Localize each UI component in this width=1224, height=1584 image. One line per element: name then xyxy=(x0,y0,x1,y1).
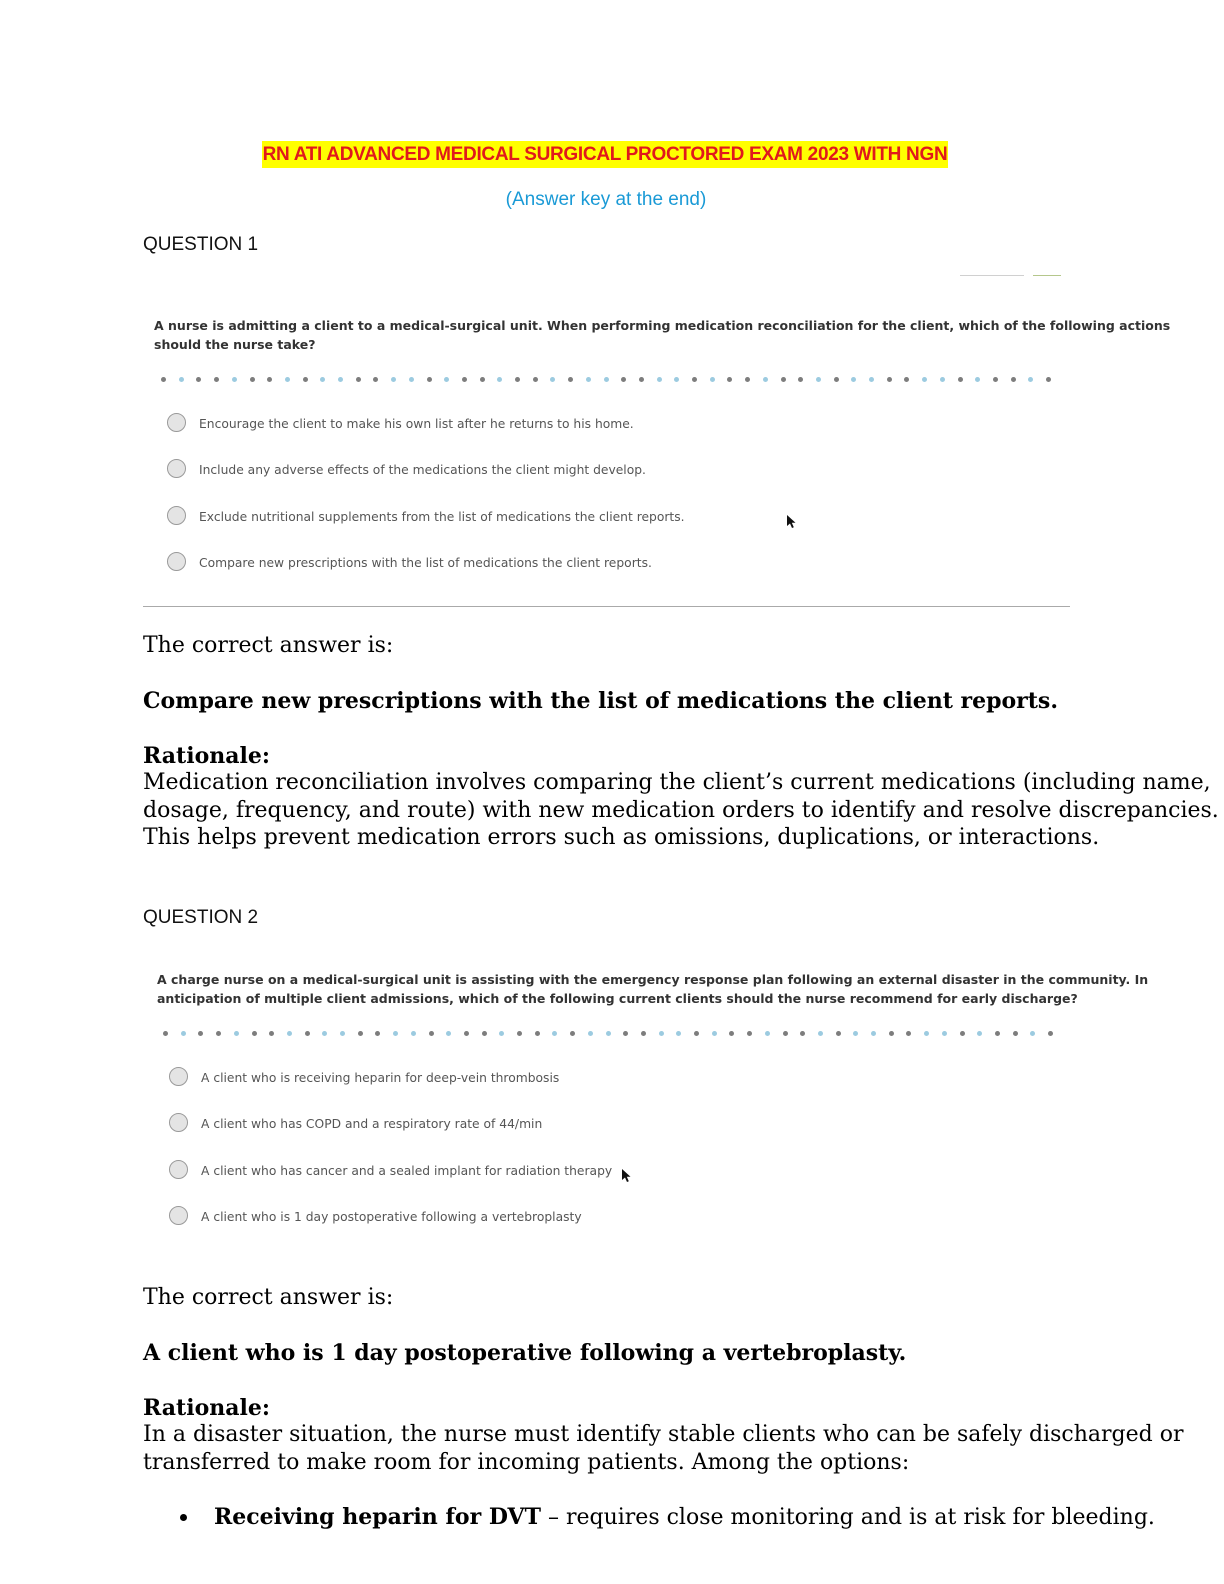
question-2-stem xyxy=(157,970,1148,1008)
question-1-dot-separator xyxy=(161,377,1051,383)
question-2-label: QUESTION 2 xyxy=(143,907,259,928)
separator-dot xyxy=(977,1031,982,1036)
separator-dot xyxy=(1030,1031,1035,1036)
separator-dot xyxy=(641,1031,646,1036)
option-label: Encourage the client to make his own list after he returns to his home. xyxy=(199,417,634,431)
separator-dot xyxy=(904,377,909,382)
separator-dot xyxy=(305,1031,310,1036)
mouse-pointer-icon xyxy=(622,1169,632,1183)
question-2-rationale-line-2: transferred to make room for incoming patients. Among the options: xyxy=(143,1450,910,1475)
separator-dot xyxy=(694,1031,699,1036)
radio-button[interactable] xyxy=(167,459,186,478)
separator-dot xyxy=(1046,377,1051,382)
document-subtitle: (Answer key at the end) xyxy=(505,189,707,210)
separator-dot xyxy=(816,377,821,382)
question-2-rationale-heading: Rationale: xyxy=(143,1395,270,1421)
separator-dot xyxy=(446,1031,451,1036)
mouse-pointer-icon xyxy=(787,515,797,529)
separator-dot xyxy=(462,377,467,382)
radio-button[interactable] xyxy=(169,1206,188,1225)
question-2-rationale-line-1: In a disaster situation, the nurse must identify stable clients who can be safely discharged or xyxy=(143,1422,1184,1447)
separator-dot xyxy=(535,1031,540,1036)
separator-dot xyxy=(340,1031,345,1036)
question-2-stem-line-2: anticipation of multiple client admissions, which of the following current clients should the nurse recommend for early discharge? xyxy=(157,991,1078,1006)
screenshot-divider xyxy=(960,275,1024,276)
separator-dot xyxy=(942,1031,947,1036)
separator-dot xyxy=(358,1031,363,1036)
separator-dot xyxy=(373,377,378,382)
option-label: A client who has cancer and a sealed implant for radiation therapy xyxy=(201,1164,613,1178)
separator-dot xyxy=(570,1031,575,1036)
separator-dot xyxy=(798,377,803,382)
separator-dot xyxy=(800,1031,805,1036)
separator-dot xyxy=(250,377,255,382)
separator-dot xyxy=(588,1031,593,1036)
separator-dot xyxy=(198,1031,203,1036)
separator-dot xyxy=(338,377,343,382)
separator-dot xyxy=(887,377,892,382)
separator-dot xyxy=(747,1031,752,1036)
separator-dot xyxy=(924,1031,929,1036)
separator-dot xyxy=(657,377,662,382)
question-2-stem-line-1: A charge nurse on a medical-surgical unit is assisting with the emergency response plan following an external disaster in the community. In xyxy=(157,972,1149,987)
separator-dot xyxy=(1028,377,1033,382)
separator-dot xyxy=(196,377,201,382)
separator-dot xyxy=(267,377,272,382)
document-title-text: RN ATI ADVANCED MEDICAL SURGICAL PROCTORED EXAM 2023 WITH NGN xyxy=(262,141,949,168)
separator-dot xyxy=(834,377,839,382)
separator-dot xyxy=(464,1031,469,1036)
separator-dot xyxy=(906,1031,911,1036)
question-1-answer-intro: The correct answer is: xyxy=(143,633,394,658)
question-1-rationale-heading: Rationale: xyxy=(143,743,270,769)
question-1-rationale-line-1: Medication reconciliation involves comparing the client’s current medications (including name, xyxy=(143,770,1211,795)
separator-dot xyxy=(285,377,290,382)
separator-dot xyxy=(975,377,980,382)
separator-dot xyxy=(993,377,998,382)
radio-button[interactable] xyxy=(167,552,186,571)
separator-dot xyxy=(922,377,927,382)
separator-dot xyxy=(287,1031,292,1036)
separator-dot xyxy=(429,1031,434,1036)
bullet-term: Receiving heparin for DVT xyxy=(214,1504,541,1530)
separator-dot xyxy=(181,1031,186,1036)
separator-dot xyxy=(674,377,679,382)
separator-dot xyxy=(234,1031,239,1036)
separator-dot xyxy=(659,1031,664,1036)
radio-button[interactable] xyxy=(169,1113,188,1132)
separator-dot xyxy=(783,1031,788,1036)
question-1-rationale-line-3: This helps prevent medication errors such as omissions, duplications, or interactions. xyxy=(143,825,1100,850)
separator-dot xyxy=(499,1031,504,1036)
separator-dot xyxy=(179,377,184,382)
separator-dot xyxy=(375,1031,380,1036)
separator-dot xyxy=(781,377,786,382)
separator-dot xyxy=(482,1031,487,1036)
separator-dot xyxy=(303,377,308,382)
question-1-rationale-line-2: dosage, frequency, and route) with new medication orders to identify and resolve discrepancies. xyxy=(143,798,1219,823)
separator-dot xyxy=(409,377,414,382)
question-1-options xyxy=(167,413,1047,583)
separator-dot xyxy=(676,1031,681,1036)
separator-dot xyxy=(427,377,432,382)
separator-dot xyxy=(621,377,626,382)
option-label: A client who has COPD and a respiratory rate of 44/min xyxy=(201,1117,543,1131)
option-label: Exclude nutritional supplements from the list of medications the client reports. xyxy=(199,510,685,524)
radio-button[interactable] xyxy=(167,506,186,525)
separator-dot xyxy=(836,1031,841,1036)
question-2-correct-answer: A client who is 1 day postoperative following a vertebroplasty. xyxy=(143,1340,907,1366)
separator-dot xyxy=(480,377,485,382)
separator-dot xyxy=(940,377,945,382)
separator-dot xyxy=(1011,377,1016,382)
separator-dot xyxy=(745,377,750,382)
separator-dot xyxy=(639,377,644,382)
option-label: Include any adverse effects of the medications the client might develop. xyxy=(199,463,646,477)
separator-dot xyxy=(568,377,573,382)
separator-dot xyxy=(393,1031,398,1036)
separator-dot xyxy=(604,377,609,382)
question-2-dot-separator xyxy=(163,1031,1053,1037)
separator-dot xyxy=(269,1031,274,1036)
screenshot-divider-accent xyxy=(1033,275,1061,276)
question-1-stem-line-1: A nurse is admitting a client to a medical-surgical unit. When performing medication reconciliation for the client, which of the following actions xyxy=(154,318,1171,333)
separator-dot xyxy=(356,377,361,382)
separator-dot xyxy=(763,377,768,382)
separator-dot xyxy=(1048,1031,1053,1036)
bullet-text: – requires close monitoring and is at risk for bleeding. xyxy=(540,1505,1155,1530)
separator-dot xyxy=(765,1031,770,1036)
separator-dot xyxy=(871,1031,876,1036)
bullet-icon xyxy=(180,1514,187,1521)
question-1-label: QUESTION 1 xyxy=(143,234,259,255)
question-2-answer-intro: The correct answer is: xyxy=(143,1285,394,1310)
separator-dot xyxy=(958,377,963,382)
separator-dot xyxy=(515,377,520,382)
separator-dot xyxy=(623,1031,628,1036)
question-1-correct-answer: Compare new prescriptions with the list of medications the client reports. xyxy=(143,688,1058,714)
separator-dot xyxy=(1013,1031,1018,1036)
separator-dot xyxy=(252,1031,257,1036)
separator-dot xyxy=(552,1031,557,1036)
separator-dot xyxy=(727,377,732,382)
separator-dot xyxy=(550,377,555,382)
radio-button[interactable] xyxy=(169,1160,188,1179)
separator-dot xyxy=(818,1031,823,1036)
option-label: A client who is 1 day postoperative following a vertebroplasty xyxy=(201,1210,582,1224)
question-1-divider xyxy=(143,606,1070,607)
separator-dot xyxy=(692,377,697,382)
separator-dot xyxy=(853,1031,858,1036)
separator-dot xyxy=(606,1031,611,1036)
separator-dot xyxy=(216,1031,221,1036)
option-label: Compare new prescriptions with the list of medications the client reports. xyxy=(199,556,652,570)
separator-dot xyxy=(320,377,325,382)
separator-dot xyxy=(214,377,219,382)
question-2-options xyxy=(169,1067,1049,1237)
radio-button[interactable] xyxy=(169,1067,188,1086)
separator-dot xyxy=(851,377,856,382)
separator-dot xyxy=(712,1031,717,1036)
separator-dot xyxy=(444,377,449,382)
question-1-stem xyxy=(154,316,1170,354)
separator-dot xyxy=(960,1031,965,1036)
separator-dot xyxy=(586,377,591,382)
question-1-stem-line-2: should the nurse take? xyxy=(154,337,316,352)
document-title xyxy=(0,144,1210,166)
separator-dot xyxy=(163,1031,168,1036)
separator-dot xyxy=(391,377,396,382)
separator-dot xyxy=(411,1031,416,1036)
separator-dot xyxy=(710,377,715,382)
separator-dot xyxy=(729,1031,734,1036)
separator-dot xyxy=(869,377,874,382)
radio-button[interactable] xyxy=(167,413,186,432)
question-2-screenshot xyxy=(143,970,1149,1232)
separator-dot xyxy=(517,1031,522,1036)
option-label: A client who is receiving heparin for deep-vein thrombosis xyxy=(201,1071,560,1085)
question-1-screenshot xyxy=(143,316,1171,586)
separator-dot xyxy=(322,1031,327,1036)
separator-dot xyxy=(995,1031,1000,1036)
separator-dot xyxy=(533,377,538,382)
separator-dot xyxy=(889,1031,894,1036)
separator-dot xyxy=(497,377,502,382)
separator-dot xyxy=(232,377,237,382)
separator-dot xyxy=(161,377,166,382)
question-2-rationale-bullet xyxy=(180,1503,1155,1532)
